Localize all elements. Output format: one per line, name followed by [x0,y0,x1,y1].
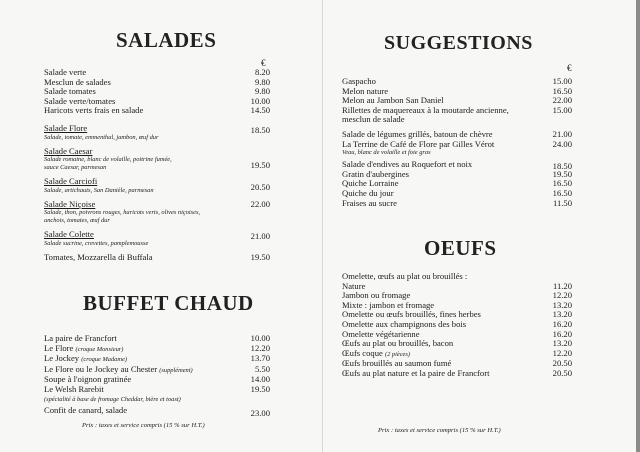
euro-symbol-left: € [261,58,266,68]
price-footnote-left: Prix : taxes et service compris (15 % sur H.T.) [82,422,205,429]
list-item: Omelette végétarienne 16.20 [342,328,572,339]
oeufs-intro: Omelette, œufs au plat ou brouillés : [342,271,468,281]
list-item: Mixte : jambon et fromage 13.20 [342,299,572,310]
list-item: Nature 11.20 [342,280,572,291]
list-item: Gratin d'aubergines 19.50 [342,168,572,179]
list-item: Salade verte 8.20 [44,67,270,77]
list-item: Le Flore ou le Jockey au Chester (supplément) 5.50 [44,363,270,374]
list-item: Œufs au plat ou brouillés, bacon 13.20 [342,338,572,349]
list-item: La Terrine de Café de Flore par Gilles Vérot 24.00 [342,138,572,149]
list-item: La paire de Francfort 10.00 [44,333,270,343]
list-item: Melon au Jambon San Daniel 22.00 [342,95,572,106]
item-description: Salade, tomate, emmenthal, jambon, œuf dur [44,133,159,141]
list-item: Jambon ou fromage 12.20 [342,290,572,301]
list-item: Fraises au sucre 11.50 [342,197,572,208]
price-footnote-right: Prix : taxes et service compris (15 % sur H.T.) [378,427,501,434]
list-item: mesclun de salade [342,114,405,125]
list-item: Omelette aux champignons des bois 16.20 [342,318,572,329]
list-item: Œufs brouillés au saumon fumé 20.50 [342,358,572,369]
list-item: Salade Colette 21.00 [44,229,270,242]
list-item: Salade tomates 9.80 [44,86,270,97]
list-item: Salade d'endives au Roquefort et noix 18.50 [342,159,572,172]
item-description: Veau, blanc de volaille et foie gras [342,149,431,157]
list-item: Salade Caesar 19.50 [44,145,270,170]
suggestions-title: SUGGESTIONS [384,32,533,54]
oeufs-list [342,272,572,379]
list-item: Salade verte/tomates 10.00 [44,95,270,106]
euro-symbol-right: € [567,63,572,73]
list-item: Salade Carciofi 20.50 [44,176,270,193]
oeufs-title: OEUFS [424,236,497,260]
item-description: Salade, artichauts, San Danièle, parmesan [44,186,154,194]
list-item: Quiche Lorraine 16.50 [342,178,572,189]
list-item: Salade Flore 18.50 [44,122,270,135]
item-description: Salade sucrine, crevettes, pamplemousse [44,239,149,247]
item-description: Salade romaine, blanc de volaille, poitrine fumée, [44,156,172,164]
list-item: Soupe à l'oignon gratinée 14.00 [44,374,270,385]
item-description: Salade, thon, poivrons rouges, haricots verts, olives niçoises, [44,209,201,217]
buffet-chaud-list [44,333,270,418]
list-item: Melon nature 16.50 [342,85,572,96]
list-item: Rillettes de maquereaux à la moutarde ancienne, 15.00 [342,104,572,115]
list-item: Le Flore (croque Monsieur) 12.20 [44,342,270,353]
list-item: Salade Niçoise 22.00 [44,198,270,209]
list-item: Haricots verts frais en salade 14.50 [44,105,270,116]
buffet-chaud-title: BUFFET CHAUD [83,291,254,315]
list-item: Tomates, Mozzarella di Buffala 19.50 [44,251,270,262]
list-item: Gaspacho 15.00 [342,76,572,86]
salades-title: SALADES [116,28,217,52]
list-item: Salade de légumes grillés, batoun de chèvre 21.00 [342,128,572,139]
salades-list [44,68,270,263]
item-description: sauce Caesar, parmesan [44,164,107,172]
item-description: (spécialité à base de fromage Cheddar, bière et toast) [44,395,181,403]
item-description: anchois, tomates, œuf dur [44,217,110,225]
list-item: Œufs coque (2 pièces) 12.20 [342,347,572,358]
list-item: Œufs au plat nature et la paire de Francfort 20.50 [342,367,572,378]
list-item: Confit de canard, salade 23.00 [44,404,270,418]
list-item: Quiche du jour 16.50 [342,187,572,198]
page-fold-divider [322,0,323,452]
scan-edge [636,0,640,452]
suggestions-list [342,77,572,208]
list-item: Mesclun de salades 9.80 [44,76,270,87]
list-item: Le Jockey (croque Madame) 13.70 [44,353,270,364]
list-item: Le Welsh Rarebit 19.50 [44,383,270,394]
list-item: Omelette ou œufs brouillés, fines herbes 13.20 [342,309,572,320]
